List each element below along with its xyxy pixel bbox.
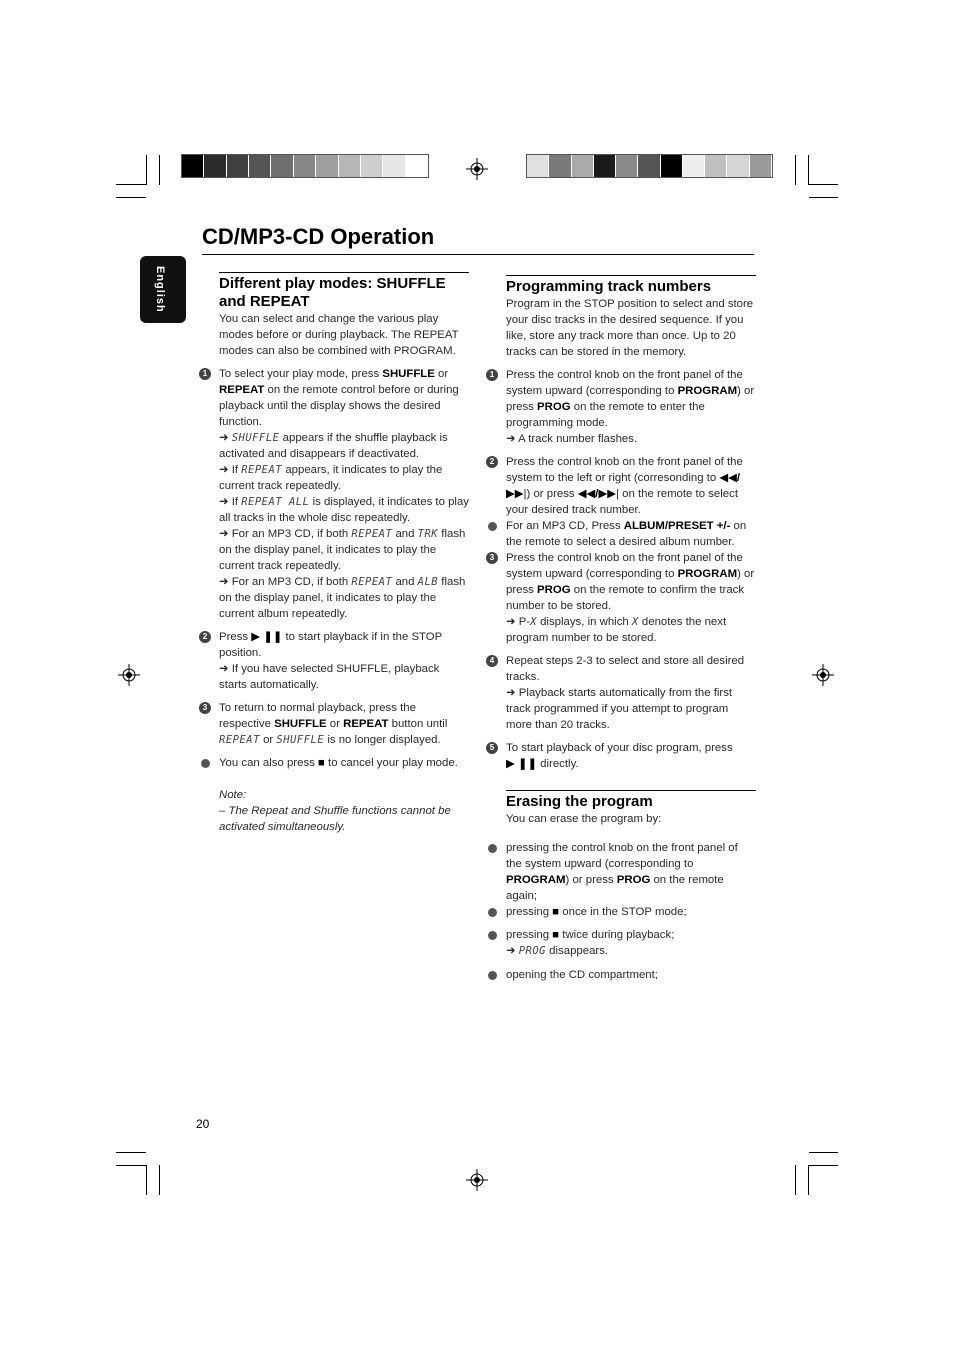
section-rule [506,790,756,791]
page-number: 20 [196,1117,210,1131]
step-text: To return to normal playback, press the respective SHUFFLE or REPEAT button until REPEAT or SHUFFLE is no longer displayed. [219,702,448,746]
bullet-icon [488,908,497,917]
section-intro: Program in the STOP position to select and store your disc tracks in the desired sequence. If you like, store any track more than once. Up to 20 tracks can be stored in the memory. [506,298,754,358]
step-item [489,367,756,447]
bullet-text: opening the CD compartment; [506,969,658,981]
step-item [489,653,756,733]
color-swatch [339,155,360,177]
bullet-icon [488,971,497,980]
step-text: Press the control knob on the front panel of the system to the left or right (corresonding to ◀◀/▶▶|) or press ◀◀/▶▶| on the remote to select your desired track number. [506,456,743,516]
skip-icon: ◀◀/▶▶ [506,472,741,500]
section-intro: You can select and change the various play modes before or during playback. The REPEAT modes can also be combined with PROGRAM. [219,313,459,357]
bullet-icon [488,931,497,940]
step-text: Repeat steps 2-3 to select and store all desired tracks. [506,655,745,683]
color-swatch [638,155,659,177]
play-pause-icon: ▶ ❚❚ [506,758,538,770]
step-number: 4 [486,655,498,667]
color-swatch [249,155,270,177]
title-rule [202,254,754,255]
arrow-icon: ➜ [219,576,232,588]
step-number: 3 [486,552,498,564]
registration-target-icon [466,1169,488,1191]
bullet-item [506,967,756,983]
section-heading: Different play modes: SHUFFLE and REPEAT [219,275,446,310]
arrow-icon: ➜ [506,945,519,957]
note-text: – The Repeat and Shuffle functions cannot be activated simultaneously. [219,805,451,833]
bullet-icon [488,522,497,531]
registration-target-icon [812,664,834,686]
bullet-text: pressing ■ once in the STOP mode; [506,906,687,918]
step-text: Press ▶ ❚❚ to start playback if in the STOP position. [219,631,443,659]
color-swatch [705,155,726,177]
step-item [202,366,469,622]
bullet-item [219,755,469,771]
color-swatch [204,155,225,177]
stop-icon: ■ [318,757,325,769]
section-heading: Programming track numbers [506,278,712,295]
step-item [202,629,469,693]
note-label: Note: [219,789,247,801]
color-swatch [661,155,682,177]
step-text: To select your play mode, press SHUFFLE or REPEAT on the remote control before or during playback until the display shows the desired function. [219,368,459,428]
step-item [489,740,756,772]
section-rule [219,272,469,273]
registration-target-icon [466,158,488,180]
color-swatch [406,155,427,177]
stop-icon: ■ [552,929,560,941]
arrow-icon: ➜ [506,616,519,628]
color-bar-left [181,154,429,178]
bullet-item [506,904,756,920]
result-line: ➜ For an MP3 CD, if both REPEAT and ALB flash on the display panel, it indicates to play the current album repeatedly. [219,576,466,620]
play-pause-icon: ▶ ❚❚ [251,631,283,643]
color-swatch [294,155,315,177]
step-number: 2 [486,456,498,468]
color-swatch [727,155,748,177]
color-swatch [182,155,203,177]
color-swatch [227,155,248,177]
bullet-text: You can also press ■ to cancel your play mode. [219,757,458,769]
color-swatch [271,155,292,177]
result-line: ➜ For an MP3 CD, if both REPEAT and TRK flash on the display panel, it indicates to play the current track repeatedly. [219,528,466,572]
result-line: ➜ SHUFFLE appears if the shuffle playback is activated and disappears if deactivated. [219,432,448,460]
step-text: ▶ ❚❚ directly. [506,758,579,770]
skip-icon: ◀◀/▶▶ [577,488,616,500]
step-text: To start playback of your disc program, press [506,742,733,754]
left-column [202,272,469,835]
color-swatch [594,155,615,177]
step-number: 3 [199,702,211,714]
arrow-icon: ➜ [506,687,519,699]
result-line: ➜ If REPEAT appears, it indicates to play the current track repeatedly. [219,464,443,492]
step-number: 1 [199,368,211,380]
step-text: Press the control knob on the front panel of the system upward (corresponding to PROGRAM) or press PROG on the remote to enter the programming mode. [506,369,755,429]
language-tab [140,256,186,323]
bullet-item [506,518,756,550]
step-number: 1 [486,369,498,381]
color-swatch [616,155,637,177]
bullet-text: pressing ■ twice during playback; [506,929,675,941]
language-tab-label: English [154,266,166,313]
color-swatch [361,155,382,177]
step-number: 5 [486,742,498,754]
color-swatch [527,155,548,177]
bullet-text: For an MP3 CD, Press ALBUM/PRESET +/- on the remote to select a desired album number. [506,520,747,548]
arrow-icon: ➜ [506,433,519,445]
section-intro: You can erase the program by: [506,813,662,825]
result-line: ➜ If REPEAT ALL is displayed, it indicates to play all tracks in the whole disc repeatedly. [219,496,469,524]
arrow-icon: ➜ [219,432,232,444]
result-line: ➜ Playback starts automatically from the first track programmed if you attempt to program more than 20 tracks. [506,687,733,731]
section-heading: Erasing the program [506,793,653,810]
bullet-item [506,927,756,959]
color-swatch [683,155,704,177]
step-number: 2 [199,631,211,643]
color-bar-right [526,154,773,178]
right-column [489,275,756,983]
section-rule [506,275,756,276]
page-title: CD/MP3-CD Operation [202,224,435,249]
bullet-icon [488,844,497,853]
result-line: ➜ A track number flashes. [506,433,638,445]
result-line: ➜ PROG disappears. [506,945,609,957]
step-text: Press the control knob on the front panel of the system upward (corresponding to PROGRAM) or press PROG on the remote to confirm the track number to be stored. [506,552,755,612]
stop-icon: ■ [552,906,560,918]
bullet-text: pressing the control knob on the front panel of the system upward (corresponding to PROGRAM) or press PROG on the remote again; [506,842,738,902]
color-swatch [316,155,337,177]
step-item [489,550,756,646]
color-swatch [549,155,570,177]
arrow-icon: ➜ [219,663,232,675]
arrow-icon: ➜ [219,496,232,508]
result-line: ➜ P-X displays, in which X denotes the next program number to be stored. [506,616,727,644]
result-line: ➜ If you have selected SHUFFLE, playback starts automatically. [219,663,440,691]
registration-target-icon [118,664,140,686]
step-item [202,700,469,748]
bullet-icon [201,759,210,768]
color-swatch [383,155,404,177]
arrow-icon: ➜ [219,528,232,540]
step-item [489,454,756,518]
arrow-icon: ➜ [219,464,232,476]
bullet-item [506,840,756,904]
color-swatch [572,155,593,177]
color-swatch [750,155,771,177]
